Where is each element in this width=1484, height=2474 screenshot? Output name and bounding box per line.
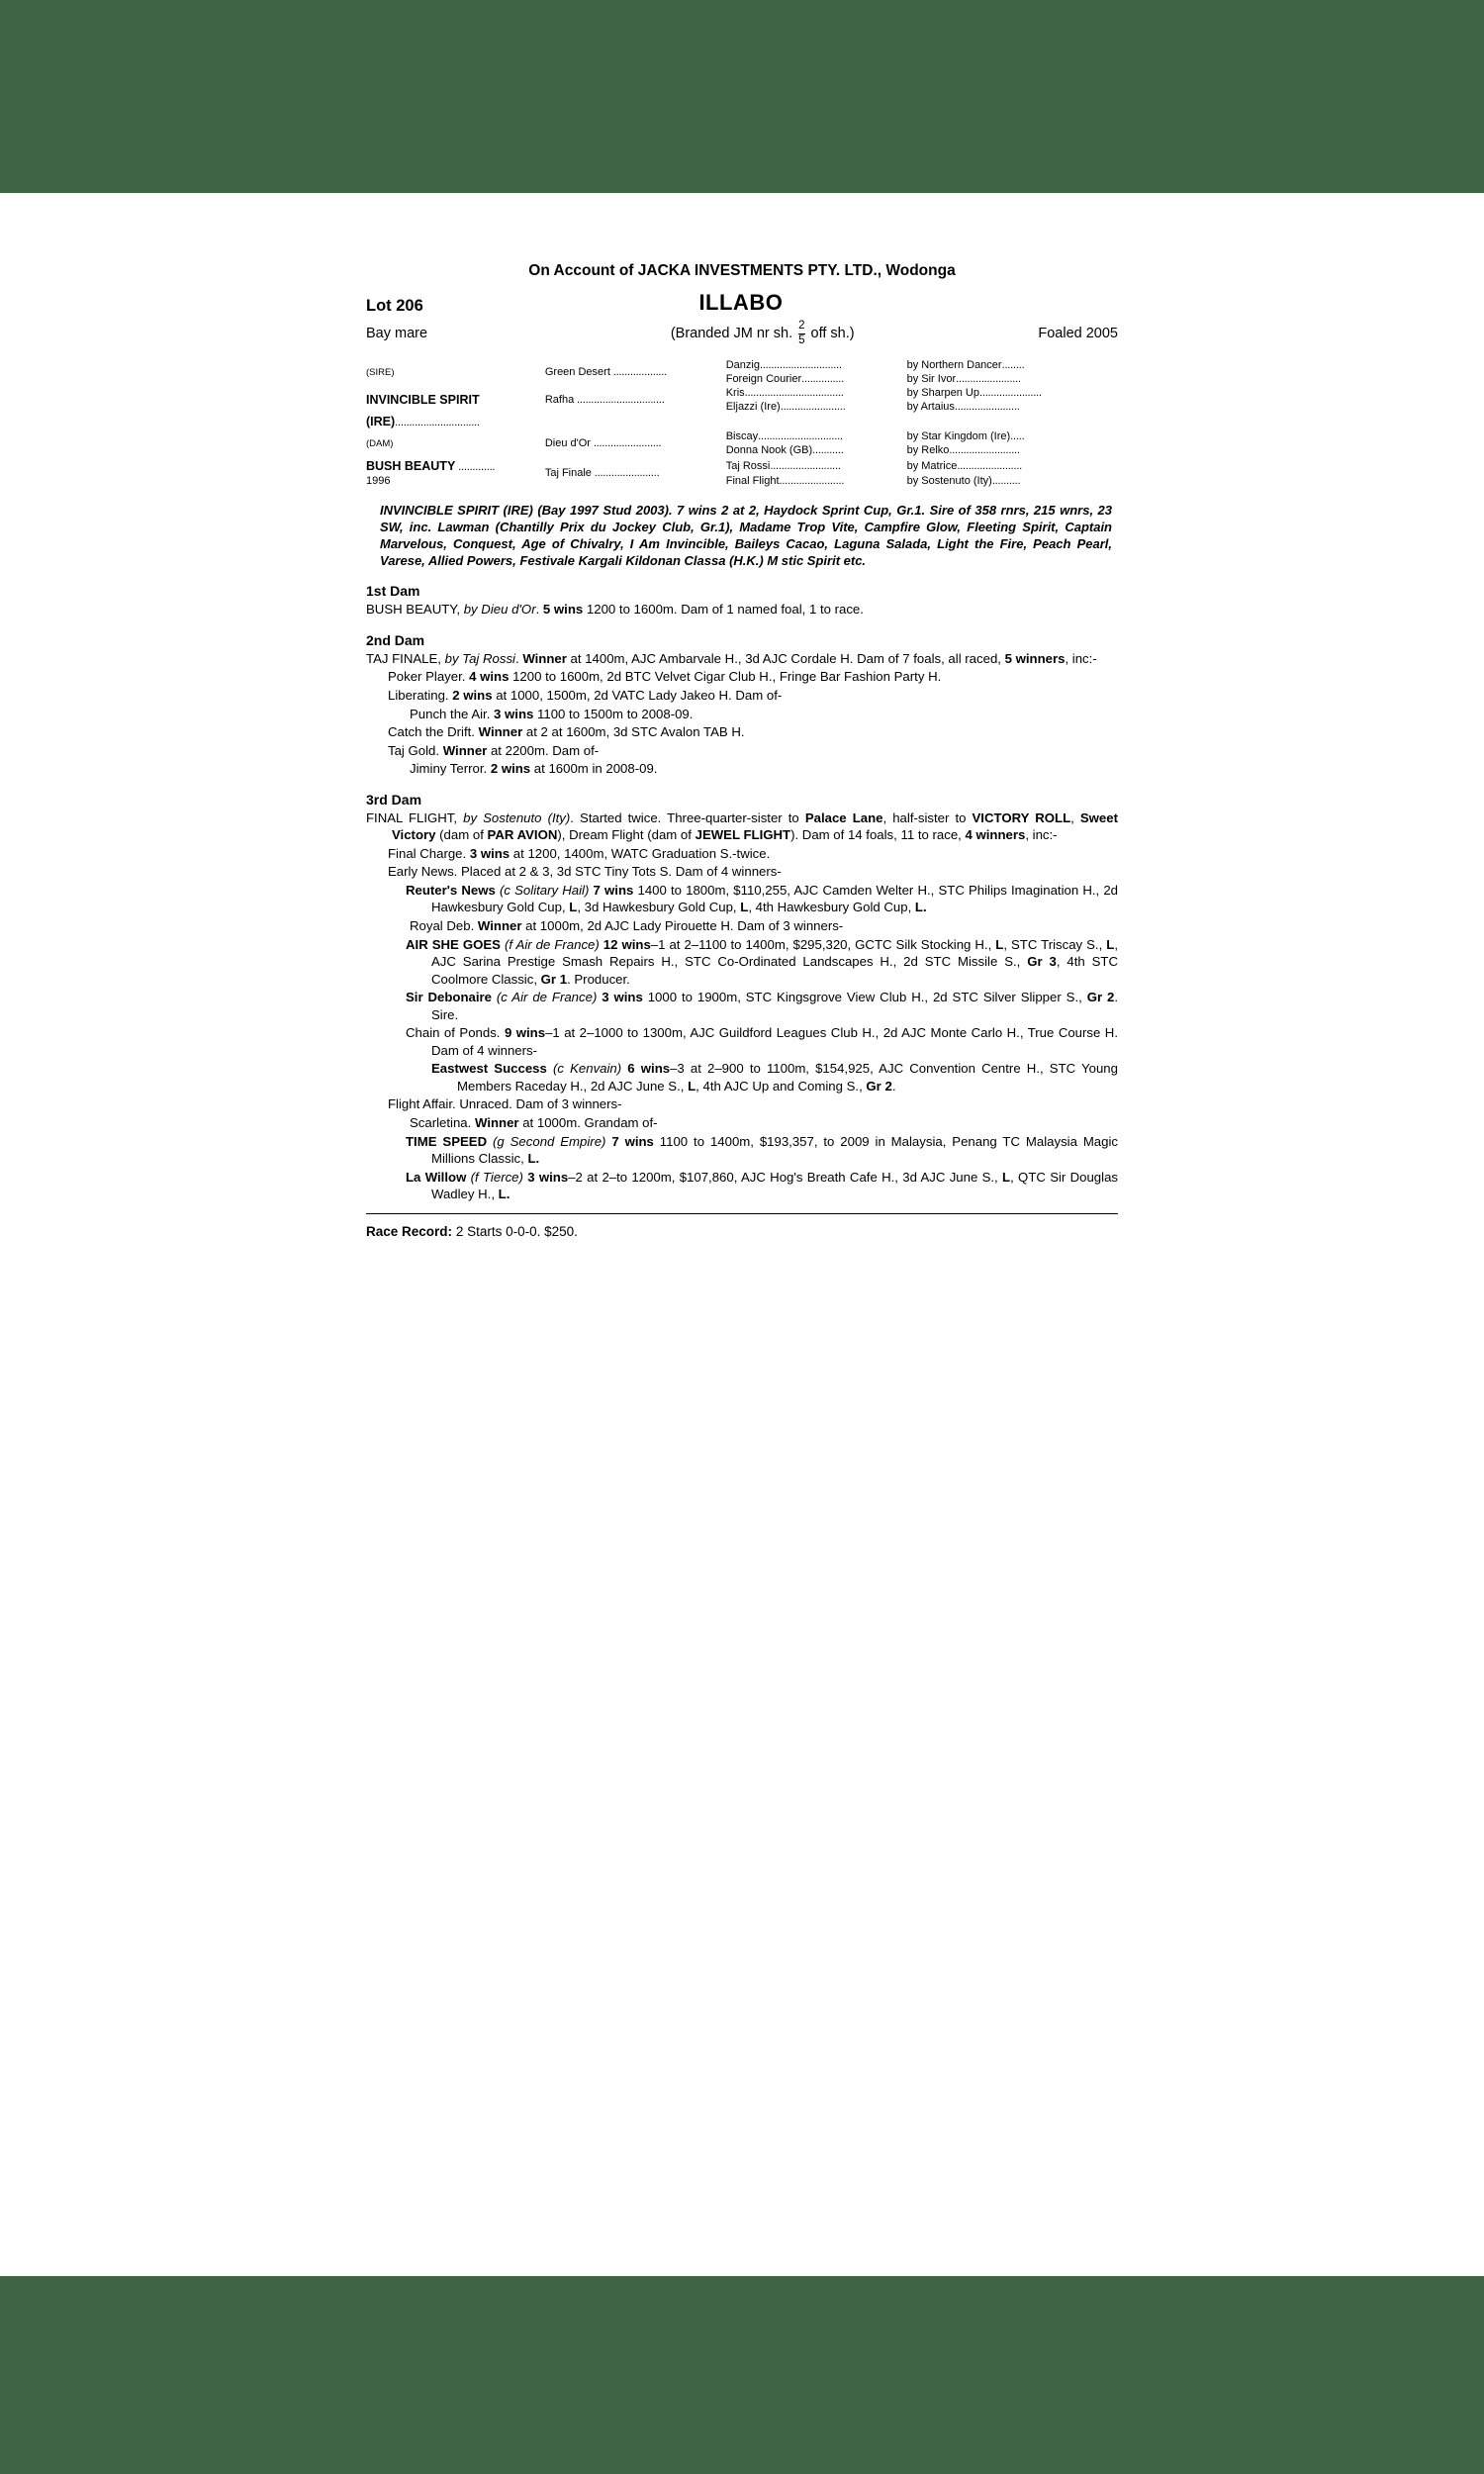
leader-dots: ...............................: [574, 394, 665, 407]
progeny-item: Poker Player. 4 wins 1200 to 1600m, 2d BTC Velvet Cigar Club H., Fringe Bar Fashion Party H.: [388, 669, 942, 685]
leader-dots: .......................: [591, 466, 660, 479]
leader-dots: .............................: [759, 359, 842, 371]
third-dam-paragraph: FINAL FLIGHT, by Sostenuto (Ity). Started twice. Three-quarter-sister to Palace Lane, half-sister to VICTORY ROLL, Sweet Victory (dam of PAR AVION), Dream Flight (dam of JEWEL FLIGHT). Dam of 14 foals, 11 to race, 4 winners, inc:-: [366, 809, 1118, 843]
pedigree-g4-cell: [907, 443, 1118, 457]
leader-dots: .......................: [956, 373, 1021, 386]
leader-dots: .............: [455, 460, 496, 473]
sire-label: (SIRE): [366, 367, 395, 378]
pedigree-g3-name: Foreign Courier: [725, 373, 802, 386]
section-heading-2nd-dam: 2nd Dam: [366, 631, 425, 648]
pedigree-g2-cell: [545, 358, 726, 386]
leader-dots: ...................: [609, 366, 667, 379]
pedigree-row: [366, 429, 1118, 443]
leader-dots: ...................................: [744, 387, 844, 400]
leader-dots: .......................: [957, 459, 1023, 472]
pedigree-g2-cell: [545, 429, 726, 457]
leader-dots: ..............................: [395, 417, 480, 429]
pedigree-g4-name: by Northern Dancer: [906, 359, 1002, 371]
catalogue-page: [0, 193, 1484, 2276]
leader-dots: ...........: [812, 444, 844, 457]
pedigree-row: [366, 474, 1118, 488]
dam-label: (DAM): [366, 438, 394, 450]
progeny-item: Punch the Air. 3 wins 1100 to 1500m to 2008-09.: [410, 706, 694, 721]
horse-name: ILLABO: [698, 290, 784, 315]
pedigree-g4-cell: [907, 372, 1118, 386]
progeny-item: La Willow (f Tierce) 3 wins–2 at 2–to 1200m, $107,860, AJC Hog's Breath Cafe H., 3d AJC June S., L, QTC Sir Douglas Wadley H., L.: [406, 1169, 1119, 1202]
pedigree-row: [366, 358, 1118, 372]
pedigree-g3-name: Danzig: [725, 359, 760, 371]
leader-dots: .........................: [770, 459, 841, 472]
pedigree-g2-cell: [545, 386, 726, 414]
progeny-item: Sir Debonaire (c Air de France) 3 wins 1000 to 1900m, STC Kingsgrove View Club H., 2d STC Silver Slipper S., Gr 2. Sire.: [406, 990, 1118, 1022]
brand-fraction: [796, 321, 806, 346]
progeny-item: Scarletina. Winner at 1000m. Grandam of-: [410, 1115, 658, 1130]
sire-name: INVINCIBLE SPIRIT: [366, 393, 480, 408]
brand-fraction-denominator: 5: [798, 333, 805, 346]
leader-dots: ..........: [991, 474, 1021, 487]
pedigree-g2-name: Green Desert: [544, 366, 610, 379]
progeny-item: Early News. Placed at 2 & 3, 3d STC Tiny Tots S. Dam of 4 winners-: [388, 864, 782, 880]
pedigree-g4-name: by Artaius: [906, 401, 955, 414]
pedigree-g3-cell: [726, 443, 907, 457]
pedigree-g3-cell: [726, 458, 907, 474]
leader-dots: ..............................: [758, 430, 843, 443]
second-dam-paragraph: TAJ FINALE, by Taj Rossi. Winner at 1400m, AJC Ambarvale H., 3d AJC Cordale H. Dam of 7 foals, all raced, 5 winners, inc:-: [366, 650, 1097, 666]
section-heading-3rd-dam: 3rd Dam: [366, 791, 422, 808]
pedigree-g3-name: Donna Nook (GB): [725, 444, 813, 457]
sire-summary: INVINCIBLE SPIRIT (IRE) (Bay 1997 Stud 2003). 7 wins 2 at 2, Haydock Sprint Cup, Gr.1. Sire of 358 rnrs, 215 wnrs, 23 SW, inc. Lawman (Chantilly Prix du Jockey Club, Gr.1), Madame Trop Vite, Campfire Glow, Fleeting Spirit, Captain Marvelous, Conquest, Age of Chivalry, I Am Invincible, Baileys Cacao, Laguna Salada, Light the Fire, Peach Pearl, Varese, Allied Powers, Festivale Kargali Kildonan Classa (H.K.) M stic Spirit etc.: [380, 502, 1112, 569]
race-record-label: Race Record:: [366, 1223, 453, 1239]
progeny-item: Chain of Ponds. 9 wins–1 at 2–1000 to 1300m, AJC Guildford Leagues Club H., 2d AJC Monte Carlo H., True Course H. Dam of 4 winners-: [406, 1025, 1118, 1058]
pedigree-g4-cell: [907, 458, 1118, 474]
pedigree-g4-cell: [907, 386, 1118, 400]
pedigree-row: [366, 414, 1118, 429]
race-record: [366, 1224, 1118, 1239]
progeny-item: AIR SHE GOES (f Air de France) 12 wins–1 at 2–1100 to 1400m, $295,320, GCTC Silk Stocking H., L, STC Triscay S., L, AJC Sarina Prestige Smash Repairs H., STC Co-Ordinated Landscapes H., 2d STC Missile S., Gr 3, 4th STC Coolmore Classic, Gr 1. Producer.: [406, 936, 1118, 987]
pedigree-g4-cell: [907, 358, 1118, 372]
progeny-item: Catch the Drift. Winner at 2 at 1600m, 3d STC Avalon TAB H.: [388, 724, 745, 740]
progeny-item: Eastwest Success (c Kenvain) 6 wins–3 at 2–900 to 1100m, $154,925, AJC Convention Centre H., STC Young Members Raceday H., 2d AJC June S., L, 4th AJC Up and Coming S., Gr 2.: [431, 1061, 1118, 1094]
progeny-item: Taj Gold. Winner at 2200m. Dam of-: [388, 742, 600, 758]
progeny-item: Reuter's News (c Solitary Hail) 7 wins 1400 to 1800m, $110,255, AJC Camden Welter H., STC Philips Imagination H., 2d Hawkesbury Gold Cup, L, 3d Hawkesbury Gold Cup, L, 4th Hawkesbury Gold Cup, L.: [406, 882, 1118, 915]
top-decoration-band: [0, 0, 1484, 193]
race-record-value: 2 Starts 0-0-0. $250.: [455, 1223, 578, 1239]
leader-dots: .......................: [954, 401, 1020, 414]
spacer-cell: [545, 414, 726, 429]
catalogue-sheet: [366, 262, 1118, 1239]
leader-dots: ...............: [801, 373, 844, 386]
dam-label-cell: [366, 429, 545, 457]
dam-name: BUSH BEAUTY: [366, 458, 456, 473]
progeny-item: Royal Deb. Winner at 1000m, 2d AJC Lady Pirouette H. Dam of 3 winners-: [410, 917, 844, 933]
sire-name2-cell: [366, 414, 545, 429]
pedigree-g2-name: Dieu d'Or: [544, 437, 591, 450]
pedigree-g4-cell: [907, 429, 1118, 443]
dam-year: 1996: [366, 474, 391, 487]
pedigree-table: [366, 358, 1118, 488]
leader-dots: .......................: [780, 401, 846, 414]
account-line: On Account of JACKA INVESTMENTS PTY. LTD., Wodonga: [528, 262, 956, 279]
sire-name-line2: (IRE): [366, 415, 396, 429]
horse-detail-row: [366, 321, 1118, 346]
pedigree-g2-name: Rafha: [544, 394, 575, 407]
pedigree-g4-name: by Sir Ivor: [906, 373, 957, 386]
pedigree-g3-name: Eljazzi (Ire): [725, 401, 781, 414]
leader-dots: ......................: [978, 387, 1042, 400]
colour-sex: Bay mare: [366, 326, 428, 341]
leader-dots: .........................: [949, 444, 1020, 457]
pedigree-row: [366, 458, 1118, 474]
brand-suffix: off sh.): [810, 326, 855, 341]
pedigree-g4-cell: [907, 400, 1118, 414]
dam-year-cell: [366, 474, 545, 488]
pedigree-g4-name: by Sharpen Up: [906, 387, 979, 400]
pedigree-g3-name: Final Flight: [725, 474, 780, 487]
first-dam-paragraph: BUSH BEAUTY, by Dieu d'Or. 5 wins 1200 to 1600m. Dam of 1 named foal, 1 to race.: [366, 602, 864, 618]
section-divider: [366, 1213, 1118, 1214]
section-heading-1st-dam: 1st Dam: [366, 583, 420, 600]
pedigree-g3-cell: [726, 400, 907, 414]
leader-dots: .....: [1010, 430, 1025, 443]
leader-dots: .......................: [779, 474, 845, 487]
pedigree-row: [366, 386, 1118, 400]
progeny-item: Final Charge. 3 wins at 1200, 1400m, WATC Graduation S.-twice.: [388, 845, 771, 861]
progeny-item: Jiminy Terror. 2 wins at 1600m in 2008-09.: [410, 761, 658, 777]
pedigree-g3-cell: [726, 474, 907, 488]
pedigree-g2-cell: [545, 458, 726, 488]
pedigree-g3-cell: [726, 429, 907, 443]
bottom-decoration-band: [0, 2276, 1484, 2474]
brand-fraction-numerator: 2: [798, 320, 805, 332]
brand-description: [671, 321, 855, 346]
pedigree-g2-name: Taj Finale: [544, 466, 592, 479]
spacer-cell: [726, 414, 907, 429]
sire-name-cell: [366, 386, 545, 414]
pedigree-g3-name: Kris: [725, 387, 745, 400]
sire-label-cell: [366, 358, 545, 386]
pedigree-g4-cell: [907, 474, 1118, 488]
lot-number: Lot 206: [366, 297, 423, 315]
pedigree-g4-name: by Relko: [906, 444, 950, 457]
pedigree-g4-name: by Sostenuto (Ity): [906, 474, 992, 487]
lot-header-row: [366, 290, 1118, 316]
progeny-item: TIME SPEED (g Second Empire) 7 wins 1100 to 1400m, $193,357, to 2009 in Malaysia, Penang TC Malaysia Magic Millions Classic, L.: [406, 1133, 1118, 1167]
pedigree-g4-name: by Star Kingdom (Ire): [906, 430, 1011, 443]
leader-dots: ........: [1001, 359, 1025, 371]
pedigree-g3-cell: [726, 386, 907, 400]
pedigree-g3-cell: [726, 358, 907, 372]
pedigree-g4-name: by Matrice: [906, 459, 958, 472]
progeny-item: Liberating. 2 wins at 1000, 1500m, 2d VATC Lady Jakeo H. Dam of-: [388, 687, 783, 703]
pedigree-g3-name: Biscay: [725, 430, 759, 443]
foaled-year: Foaled 2005: [1038, 326, 1118, 341]
pedigree-g3-name: Taj Rossi: [725, 459, 771, 472]
pedigree-g3-cell: [726, 372, 907, 386]
dam-name-cell: [366, 458, 545, 474]
brand-prefix: (Branded JM nr sh.: [670, 326, 793, 341]
progeny-item: Flight Affair. Unraced. Dam of 3 winners-: [388, 1096, 622, 1112]
spacer-cell: [907, 414, 1118, 429]
leader-dots: ........................: [590, 437, 662, 450]
